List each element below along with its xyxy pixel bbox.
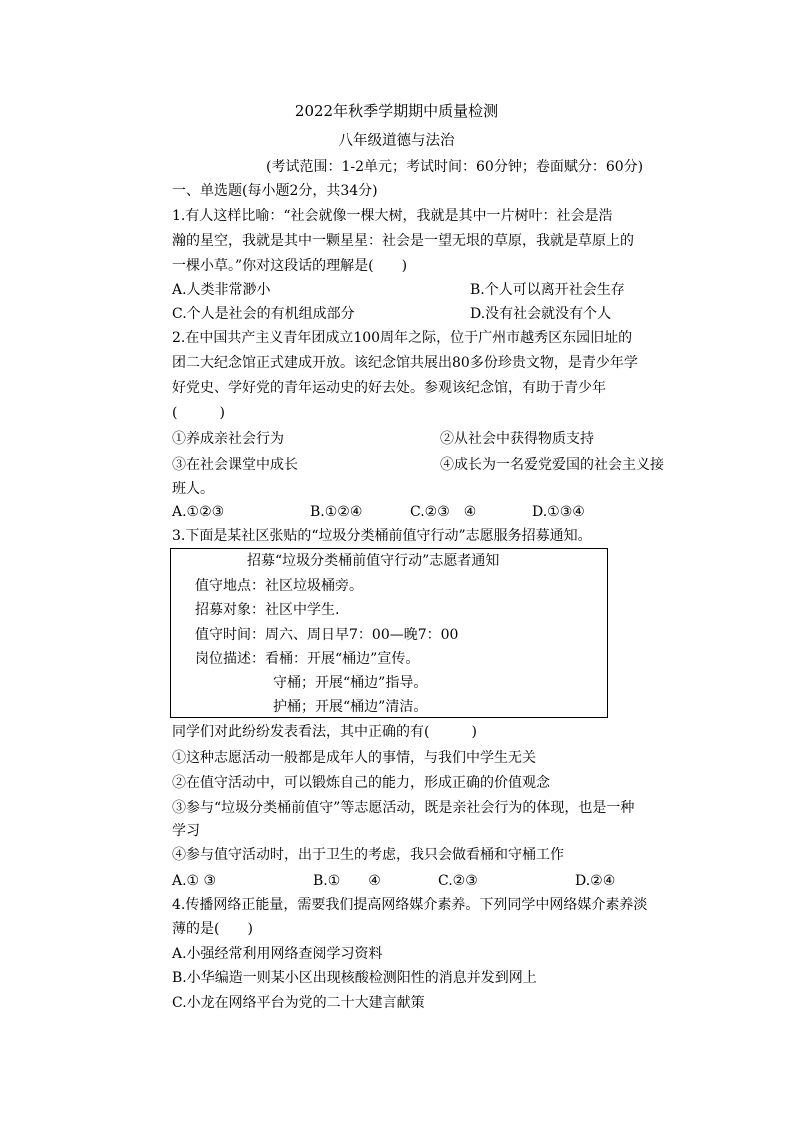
q4-option-b: B.小华编造一则某小区出现核酸检测阳性的消息并发到网上 xyxy=(172,970,537,986)
q2-line2: 团二大纪念馆正式建成开放。该纪念馆共展出80多份珍贵文物，是青少年学 xyxy=(172,355,638,371)
notice-target: 招募对象：社区中学生. xyxy=(195,602,340,618)
notice-place: 值守地点：社区垃圾桶旁。 xyxy=(195,578,363,594)
q2-option-b: B.①②④ xyxy=(310,504,363,520)
notice-title: 招募“垃圾分类桶前值守行动”志愿者通知 xyxy=(247,553,500,569)
q1-option-d: D.没有社会就没有个人 xyxy=(470,306,612,322)
q2-line3: 好党史、学好党的青年运动史的好去处。参观该纪念馆，有助于青少年 xyxy=(172,380,606,396)
notice-time: 值守时间：周六、周日早7：00—晚7：00 xyxy=(195,627,459,643)
q2-option-c: C.②③ ④ xyxy=(410,504,477,520)
notice-duty-1: 岗位描述：看桶：开展“桶边”宣传。 xyxy=(195,651,420,667)
q3-option-a: A.① ③ xyxy=(172,873,217,889)
q2-item4: ④成长为一名爱党爱国的社会主义接 xyxy=(440,457,664,473)
q4-line2: 薄的是( ) xyxy=(172,921,253,937)
notice-duty-3: 护桶；开展“桶边”清洁。 xyxy=(273,699,428,715)
section-heading: 一、单选题(每小题2分，共34分) xyxy=(172,183,378,199)
q4-option-a: A.小强经常利用网络查阅学习资料 xyxy=(172,946,383,962)
q4-line1: 4.传播网络正能量，需要我们提高网络媒介素养。下列同学中网络媒介素养淡 xyxy=(172,897,648,913)
exam-title: 2022年秋季学期期中质量检测 xyxy=(294,102,499,120)
q2-item2: ②从社会中获得物质支持 xyxy=(440,431,594,447)
q1-option-b: B.个人可以离开社会生存 xyxy=(470,282,625,298)
q2-item1: ①养成亲社会行为 xyxy=(172,431,284,447)
exam-info: (考试范围：1-2单元；考试时间：60分钟；卷面赋分：60分) xyxy=(266,159,644,175)
q2-item4-cont: 班人。 xyxy=(172,481,214,497)
q3-question: 同学们对此纷纷发表看法，其中正确的有( ) xyxy=(172,724,477,740)
q1-line3: 一棵小草。”你对这段话的理解是( ) xyxy=(172,258,408,274)
notice-duty-2: 守桶；开展“桶边”指导。 xyxy=(273,675,428,691)
q1-line1: 1.有人这样比喻：“社会就像一棵大树，我就是其中一片树叶：社会是浩 xyxy=(172,208,613,224)
q1-option-a: A.人类非常渺小 xyxy=(172,282,271,298)
q3-option-d: D.②④ xyxy=(575,873,616,889)
q1-line2: 瀚的星空，我就是其中一颗星星：社会是一望无垠的草原，我就是草原上的 xyxy=(172,233,634,249)
q2-line4: ( ) xyxy=(172,405,225,421)
q2-line1: 2.在中国共产主义青年团成立100周年之际，位于广州市越秀区东园旧址的 xyxy=(172,330,633,346)
exam-subtitle: 八年级道德与法治 xyxy=(338,133,455,149)
q4-option-c: C.小龙在网络平台为党的二十大建言献策 xyxy=(172,995,425,1011)
q3-item1: ①这种志愿活动一般都是成年人的事情，与我们中学生无关 xyxy=(172,750,536,766)
q3-item4: ④参与值守活动时，出于卫生的考虑，我只会做看桶和守桶工作 xyxy=(172,847,564,863)
q2-option-d: D.①③④ xyxy=(532,504,585,520)
q3-option-c: C.②③ xyxy=(438,873,478,889)
recruitment-notice-box xyxy=(170,548,608,718)
q3-intro: 3.下面是某社区张贴的“垃圾分类桶前值守行动”志愿服务招募通知。 xyxy=(172,528,592,544)
q2-option-a: A.①②③ xyxy=(172,504,225,520)
q3-item3: ③参与“垃圾分类桶前值守”等志愿活动，既是亲社会行为的体现，也是一种 xyxy=(172,800,635,816)
q2-item3: ③在社会课堂中成长 xyxy=(172,457,298,473)
q3-item3-cont: 学习 xyxy=(172,823,200,839)
q1-option-c: C.个人是社会的有机组成部分 xyxy=(172,306,355,322)
q3-item2: ②在值守活动中，可以锻炼自己的能力，形成正确的价值观念 xyxy=(172,775,550,791)
q3-option-b: B.① ④ xyxy=(313,873,381,889)
